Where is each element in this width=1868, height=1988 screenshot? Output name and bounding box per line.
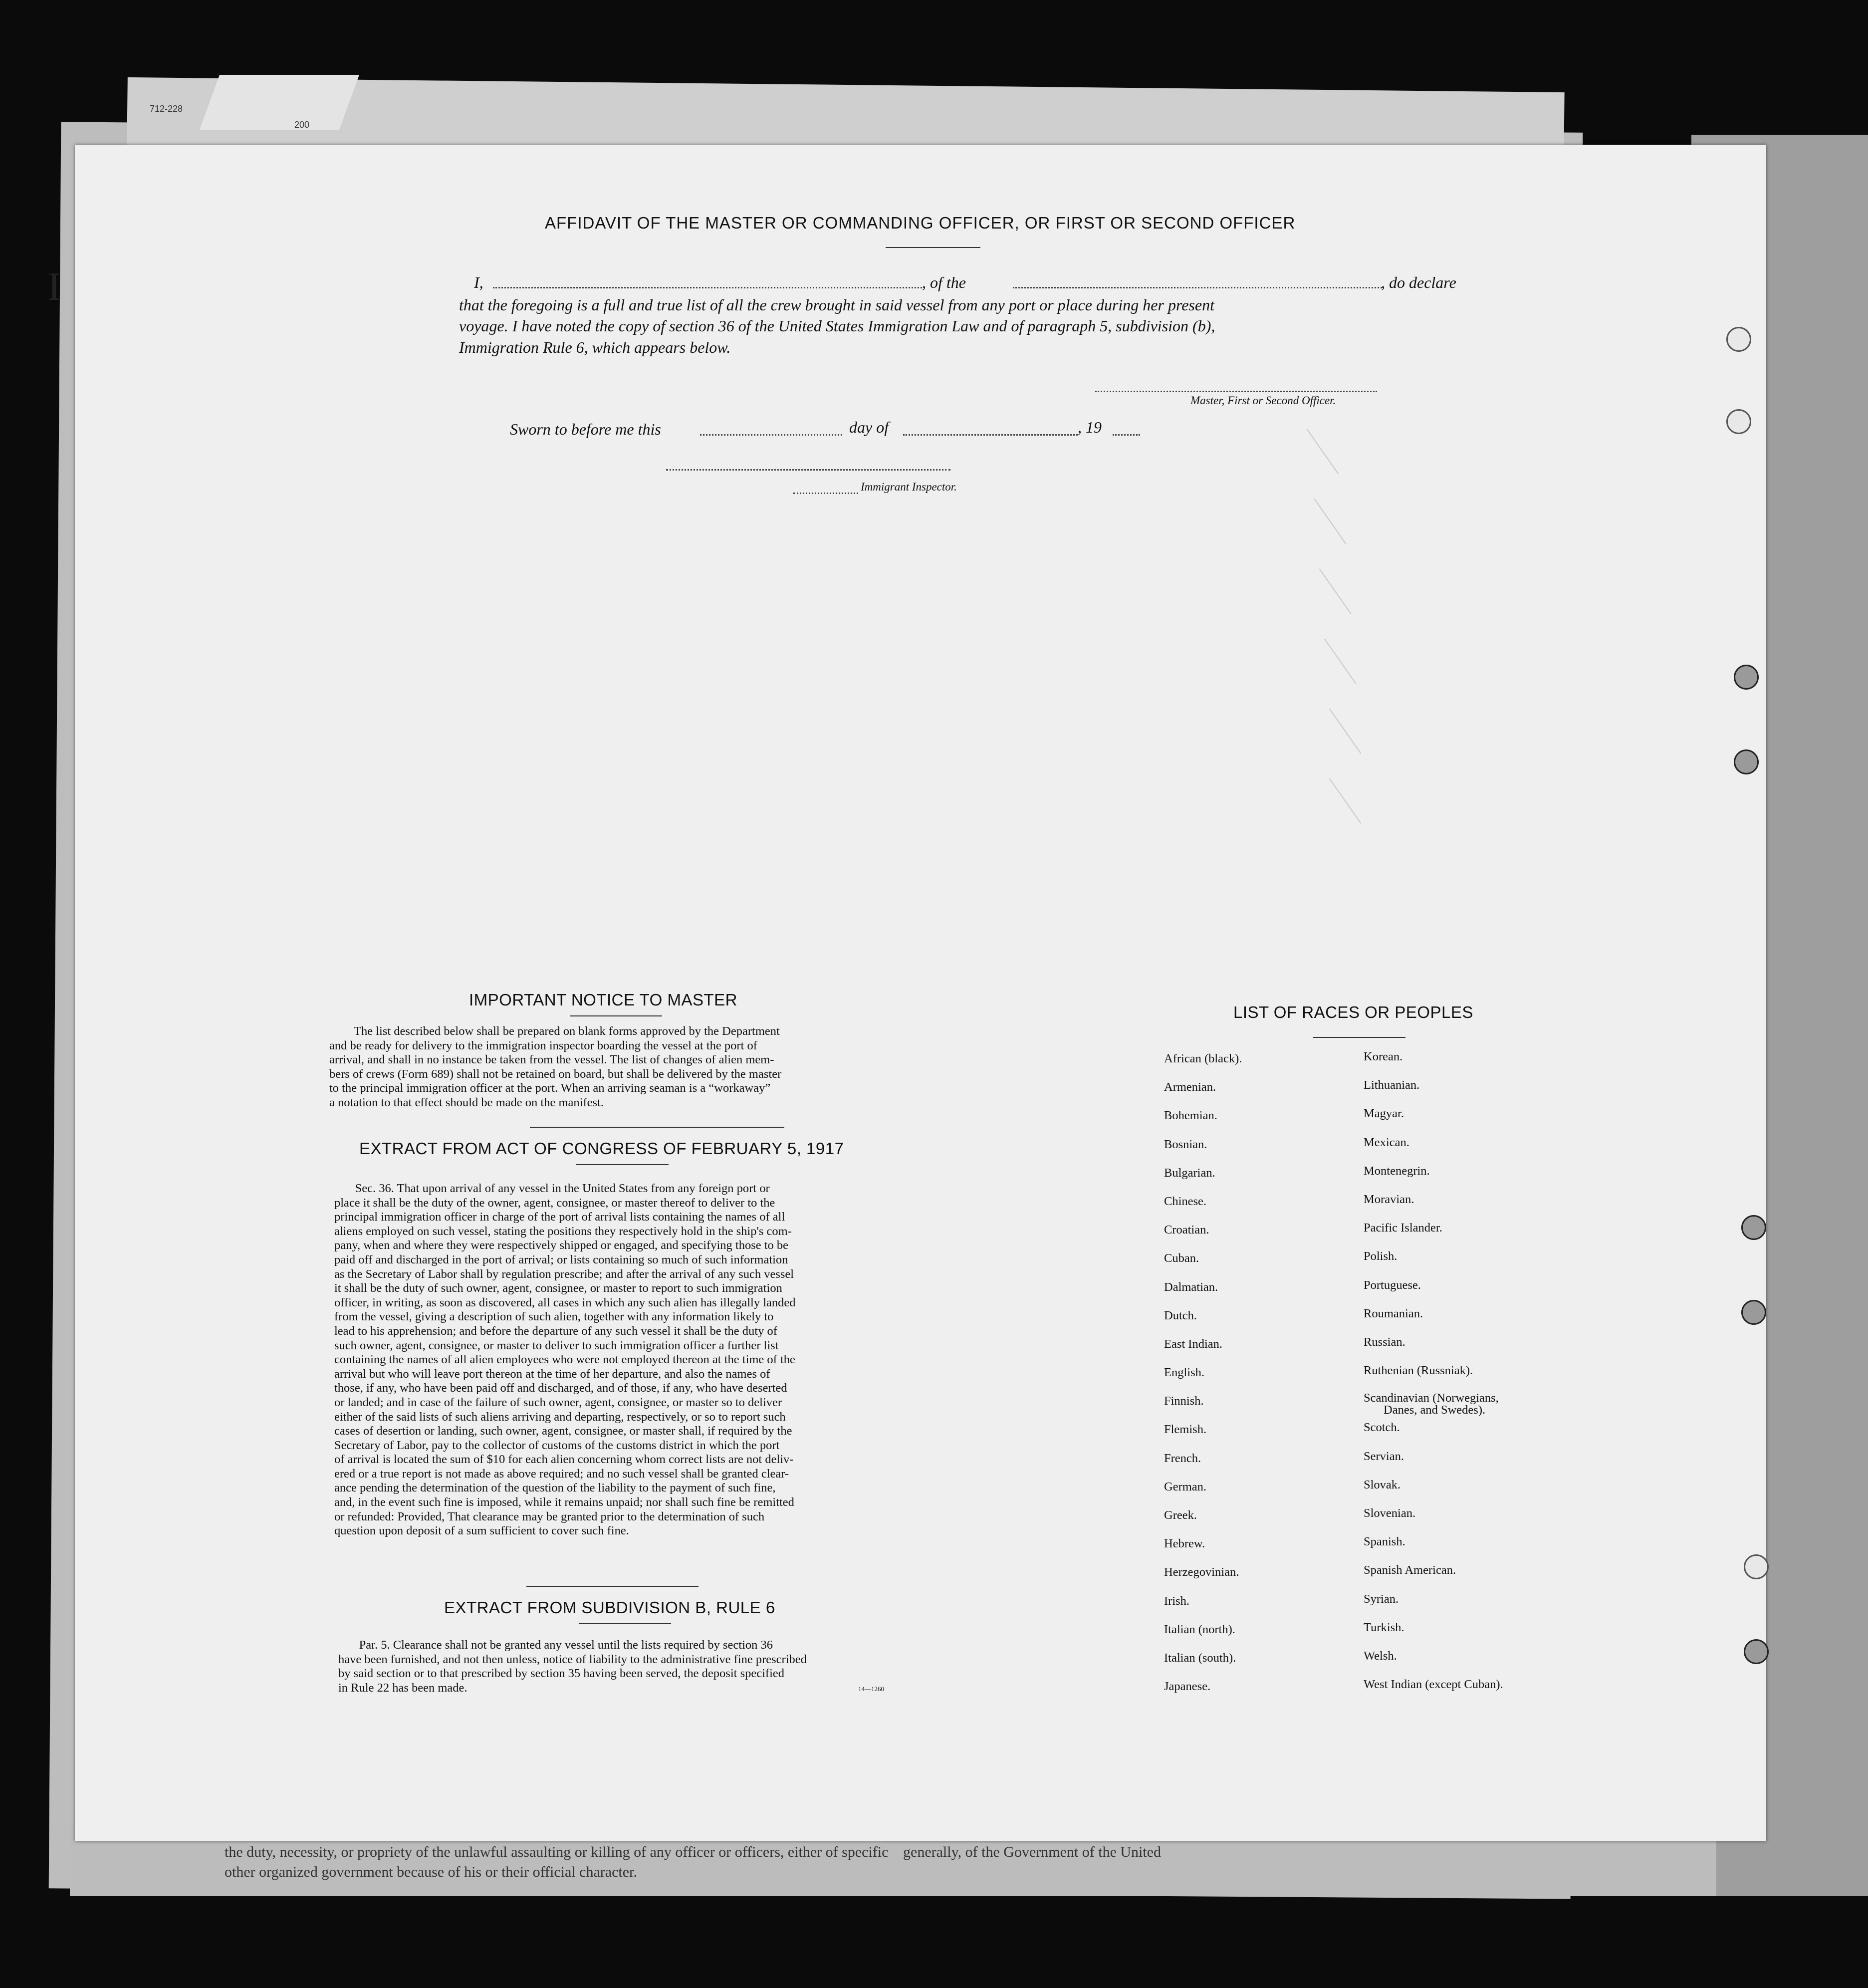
rule-line: in Rule 22 has been made.: [338, 1681, 467, 1695]
race-item: Pacific Islander.: [1364, 1221, 1442, 1235]
notice-line: a notation to that effect should be made on the manifest.: [329, 1095, 604, 1109]
race-item: Welsh.: [1364, 1649, 1397, 1663]
races-right-column: [1364, 1050, 1573, 1706]
act-line: aliens employed on such vessel, stating the positions they respectively hold in the ship's com-: [334, 1224, 792, 1238]
act-line: containing the names of all alien employees who were not employed thereon at the time of the: [334, 1353, 795, 1367]
notice-line: The list described below shall be prepared on blank forms approved by the Department: [354, 1024, 780, 1038]
inspector-signature-blank: [666, 469, 950, 471]
race-item: French.: [1164, 1451, 1201, 1465]
act-line: those, if any, who have been paid off and discharged, and of those, if any, who have deserted: [334, 1381, 787, 1395]
race-item: East Indian.: [1164, 1337, 1223, 1351]
act-line: as the Secretary of Labor shall by regulation prescribe; and after the arrival of any such vessel: [334, 1267, 794, 1281]
race-item: Japanese.: [1164, 1680, 1211, 1694]
notice-title-rule: [570, 1015, 662, 1016]
race-item: Italian (north).: [1164, 1622, 1235, 1636]
year-label: , 19: [1078, 418, 1102, 436]
act-line: officer, in writing, as soon as discovered, all cases in which any such alien has illegally landed: [334, 1295, 796, 1309]
affidavit-of-the-label: , of the: [922, 273, 966, 291]
race-item: Chinese.: [1164, 1194, 1207, 1208]
sworn-label: Sworn to before me this: [510, 420, 661, 438]
punch-hole: [1734, 749, 1759, 774]
race-item: Spanish.: [1364, 1535, 1405, 1549]
race-item: Korean.: [1364, 1050, 1403, 1063]
punch-hole: [1744, 1639, 1769, 1664]
act-line: ance pending the determination of the question of the liability to the payment of such fine,: [334, 1481, 776, 1495]
race-item: Croatian.: [1164, 1223, 1209, 1237]
punch-hole: [1726, 409, 1751, 434]
race-item: Roumanian.: [1364, 1306, 1423, 1320]
name-blank: [493, 287, 922, 288]
section-divider: [526, 1586, 699, 1587]
act-line: Secretary of Labor, pay to the collector of customs of the customs district in which the port: [334, 1438, 780, 1452]
race-item: Moravian.: [1364, 1192, 1414, 1206]
bleed-mark: [1314, 498, 1347, 544]
race-item: Mexican.: [1364, 1135, 1409, 1149]
race-item: English.: [1164, 1366, 1204, 1380]
section-divider: [530, 1127, 784, 1128]
stub-label: 712-228: [150, 104, 183, 114]
affidavit-title: AFFIDAVIT OF THE MASTER OR COMMANDING OFFICER, OR FIRST OR SECOND OFFICER: [545, 214, 1296, 232]
act-line: from the vessel, giving a description of such alien, together with any information likely to: [334, 1310, 774, 1324]
race-item: Montenegrin.: [1364, 1164, 1430, 1178]
stub-label-2: 200: [294, 120, 310, 130]
inspector-prefix-blank: [793, 493, 858, 494]
bottom-strip-line1: the duty, necessity, or propriety of the unlawful assaulting or killing of any officer or officers, either of specific: [225, 1844, 889, 1860]
notice-line: arrival, and shall in no instance be taken from the vessel. The list of changes of alien mem-: [329, 1053, 774, 1067]
act-line: paid off and discharged in the port of arrival; or lists containing so much of such information: [334, 1252, 788, 1266]
race-item: Slovak.: [1364, 1478, 1401, 1491]
inspector-label: Immigrant Inspector.: [861, 481, 957, 493]
act-line: ered or a true report is not made as above required; and no such vessel shall be granted clear-: [334, 1467, 789, 1481]
race-item: Portuguese.: [1364, 1278, 1421, 1292]
races-left-column: [1164, 1052, 1314, 1708]
affidavit-line4: Immigration Rule 6, which appears below.: [459, 338, 731, 356]
year-blank: [1113, 434, 1140, 436]
punch-hole: [1726, 327, 1751, 352]
notice-line: to the principal immigration officer at the port. When an arriving seaman is a “workaway”: [329, 1081, 771, 1095]
race-item: Servian.: [1364, 1449, 1404, 1463]
rule-extract-body: [338, 1638, 982, 1695]
punch-hole: [1741, 1215, 1766, 1240]
punch-hole: [1741, 1300, 1766, 1325]
edge-letters: I: [47, 265, 61, 309]
affidavit-line3: voyage. I have noted the copy of section 36 of the United States Immigration Law and of paragraph 5, subdivision (b),: [459, 317, 1215, 335]
race-item: Magyar.: [1364, 1107, 1404, 1121]
act-extract-title: EXTRACT FROM ACT OF CONGRESS OF FEBRUARY 5, 1917: [359, 1139, 844, 1158]
race-item: Dutch.: [1164, 1308, 1197, 1322]
punch-hole: [1734, 665, 1759, 690]
affidavit-i-label: I,: [474, 273, 483, 291]
act-line: Sec. 36. That upon arrival of any vessel in the United States from any foreign port or: [355, 1182, 770, 1195]
act-line: principal immigration officer in charge of the port of arrival lists containing the names of all: [334, 1210, 785, 1224]
affidavit-title-rule: [886, 247, 980, 248]
form-number: 14—1260: [858, 1685, 884, 1693]
race-item: Russian.: [1364, 1335, 1405, 1349]
race-item: African (black).: [1164, 1052, 1242, 1065]
races-title-rule: [1313, 1037, 1405, 1038]
rule-line: have been furnished, and not then unless, notice of liability to the administrative fine prescribed: [338, 1652, 807, 1666]
race-item: Lithuanian.: [1364, 1078, 1420, 1092]
sworn-month-blank: [903, 434, 1078, 436]
bottom-strip-line2: other organized government because of his or their official character.: [225, 1864, 637, 1880]
act-line: pany, when and where they were respectively shipped or engaged, and specifying those to be: [334, 1239, 789, 1252]
race-item: Finnish.: [1164, 1394, 1204, 1408]
race-item: Syrian.: [1364, 1592, 1399, 1606]
rule-extract-title: EXTRACT FROM SUBDIVISION B, RULE 6: [444, 1598, 775, 1617]
act-line: or landed; and in case of the failure of such owner, agent, consignee, or master so to deliver: [334, 1395, 782, 1409]
bleed-mark: [1324, 638, 1357, 684]
race-item: German.: [1164, 1480, 1207, 1493]
race-item: Bosnian.: [1164, 1137, 1207, 1151]
act-line: of arrival is located the sum of $10 for each alien concerning whom correct lists are not deliv-: [334, 1453, 794, 1467]
race-item: Bulgarian.: [1164, 1166, 1215, 1180]
bleed-mark: [1329, 708, 1362, 753]
race-item: Scotch.: [1364, 1421, 1400, 1435]
bleed-mark: [1329, 778, 1362, 823]
notice-body: [329, 1024, 975, 1110]
race-item: Slovenian.: [1364, 1506, 1416, 1520]
punch-hole: [1744, 1554, 1769, 1579]
folded-corner: [200, 75, 359, 130]
rule-line: by said section or to that prescribed by section 35 having been served, the deposit specified: [338, 1667, 784, 1681]
act-line: place it shall be the duty of the owner, agent, consignee, or master thereof to deliver to the: [334, 1196, 775, 1210]
race-item: Cuban.: [1164, 1251, 1199, 1265]
race-item: Scandinavian (Norwegians,: [1364, 1391, 1499, 1405]
races-title: LIST OF RACES OR PEOPLES: [1233, 1003, 1473, 1021]
document-page: [75, 145, 1766, 1841]
race-item: Polish.: [1364, 1249, 1398, 1263]
affidavit-line2: that the foregoing is a full and true list of all the crew brought in said vessel from any port or place during her present: [459, 296, 1214, 314]
master-signature-blank: [1095, 391, 1377, 392]
bleed-mark: [1319, 568, 1352, 614]
bottom-strip-line3: generally, of the Government of the United: [903, 1844, 1162, 1860]
act-line: either of the said lists of such aliens arriving and departing, respectively, or so to report such: [334, 1410, 786, 1424]
race-item-continuation: Danes, and Swedes).: [1384, 1403, 1486, 1417]
race-item: Greek.: [1164, 1508, 1197, 1522]
rule-line: Par. 5. Clearance shall not be granted any vessel until the lists required by section 36: [359, 1638, 773, 1652]
act-line: lead to his apprehension; and before the departure of any such vessel it shall be the duty of: [334, 1324, 777, 1338]
bleed-mark: [1307, 429, 1339, 474]
race-item: West Indian (except Cuban).: [1364, 1678, 1503, 1692]
notice-line: bers of crews (Form 689) shall not be retained on board, but shall be delivered by the master: [329, 1067, 782, 1081]
sworn-day-blank: [700, 434, 842, 436]
master-signature-label: Master, First or Second Officer.: [1190, 394, 1336, 407]
race-item-scandinavian: [1364, 1392, 1573, 1421]
notice-line: and be ready for delivery to the immigration inspector boarding the vessel at the port of: [329, 1038, 757, 1052]
race-item: Dalmatian.: [1164, 1280, 1218, 1294]
race-item: Flemish.: [1164, 1423, 1207, 1437]
act-line: and, in the event such fine is imposed, while it remains unpaid; nor shall such fine be remitted: [334, 1495, 794, 1509]
race-item: Hebrew.: [1164, 1537, 1205, 1551]
day-of-label: day of: [849, 418, 889, 436]
race-item: Turkish.: [1364, 1620, 1404, 1634]
race-item: Ruthenian (Russniak).: [1364, 1364, 1473, 1378]
notice-title: IMPORTANT NOTICE TO MASTER: [469, 991, 738, 1009]
affidavit-do-declare: , do declare: [1381, 273, 1456, 291]
act-line: cases of desertion or landing, such owner, agent, consignee, or master shall, if required by the: [334, 1424, 792, 1438]
race-item: Bohemian.: [1164, 1109, 1217, 1123]
race-item: Herzegovinian.: [1164, 1565, 1239, 1579]
act-line: it shall be the duty of such owner, agent, consignee, or master to report to such immigration: [334, 1281, 782, 1295]
race-item: Italian (south).: [1164, 1651, 1236, 1665]
race-item: Irish.: [1164, 1594, 1190, 1608]
rule-title-rule: [579, 1623, 671, 1624]
race-item: Armenian.: [1164, 1080, 1216, 1094]
act-title-rule: [576, 1164, 669, 1165]
act-line: such owner, agent, consignee, or master to deliver to such immigration officer a further list: [334, 1338, 779, 1352]
act-line: or refunded: Provided, That clearance may be granted prior to the determination of such: [334, 1509, 765, 1523]
act-extract-body: [334, 1182, 978, 1538]
race-item: Spanish American.: [1364, 1563, 1456, 1577]
vessel-blank: [1013, 287, 1382, 288]
act-line: question upon deposit of a sum sufficient to cover such fine.: [334, 1524, 629, 1538]
act-line: arrival but who will leave port thereon at the time of her departure, and also the names of: [334, 1367, 770, 1381]
